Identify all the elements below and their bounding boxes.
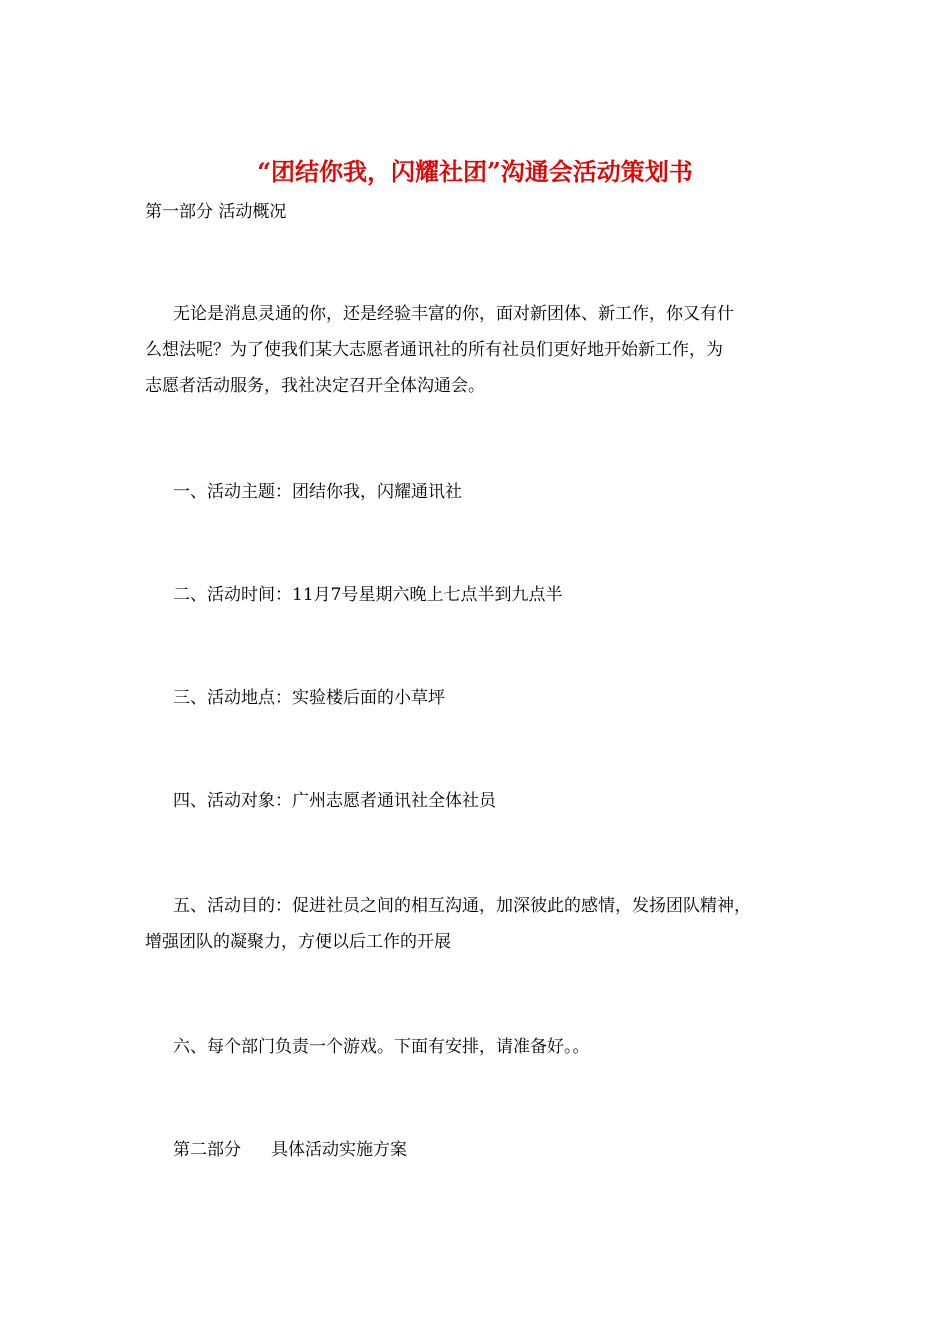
part2-title: 具体活动实施方案 bbox=[271, 1140, 407, 1160]
intro-line-1: 无论是消息灵通的你，还是经验丰富的你，面对新团体、新工作，你又有什 bbox=[173, 304, 734, 324]
purpose-line-2: 增强团队的凝聚力，方便以后工作的开展 bbox=[145, 932, 451, 952]
item-games: 六、每个部门负责一个游戏。下面有安排，请准备好。。 bbox=[173, 1037, 590, 1057]
part2-label: 第二部分 bbox=[173, 1140, 241, 1160]
item-theme: 一、活动主题：团结你我，闪耀通讯社 bbox=[173, 482, 462, 502]
item-time: 二、活动时间：11月7号星期六晚上七点半到九点半 bbox=[173, 585, 563, 605]
intro-line-3: 志愿者活动服务，我社决定召开全体沟通会。 bbox=[145, 376, 485, 396]
item-audience: 四、活动对象：广州志愿者通讯社全体社员 bbox=[173, 791, 496, 811]
intro-paragraph bbox=[145, 296, 815, 404]
part1-heading: 第一部分 活动概况 bbox=[145, 202, 287, 222]
purpose-line-1: 五、活动目的：促进社员之间的相互沟通，加深彼此的感情，发扬团队精神， bbox=[173, 896, 751, 916]
document-title: “团结你我，闪耀社团”沟通会活动策划书 bbox=[257, 157, 693, 186]
item-location: 三、活动地点：实验楼后面的小草坪 bbox=[173, 688, 445, 708]
item-purpose bbox=[145, 888, 815, 960]
intro-line-2: 么想法呢？为了使我们某大志愿者通讯社的所有社员们更好地开始新工作，为 bbox=[145, 340, 723, 360]
part2-heading bbox=[173, 1140, 407, 1160]
